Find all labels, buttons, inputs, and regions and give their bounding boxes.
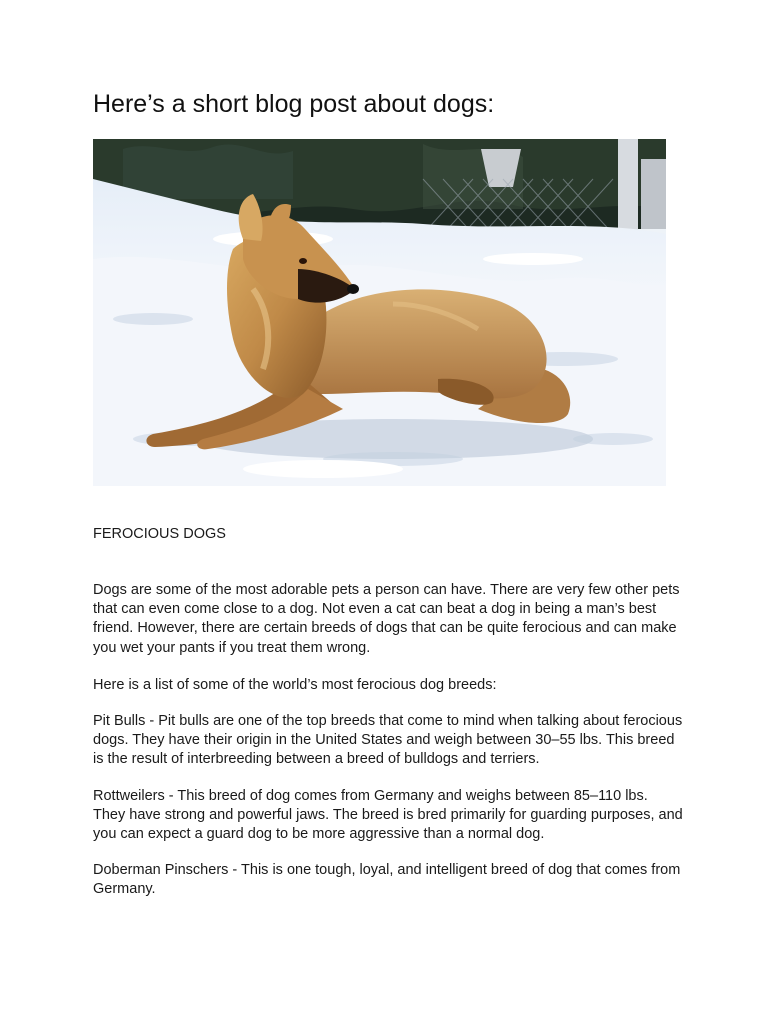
section-heading: FEROCIOUS DOGS xyxy=(93,526,226,542)
pit-bulls-paragraph: Pit Bulls - Pit bulls are one of the top breeds that come to mind when talking about ferocious dogs. They have their origin in the United States and weigh between 30–55 lbs. This breed is the result of interbreeding between a breed of bulldogs and terriers. xyxy=(93,713,683,768)
dog-in-snow-photo xyxy=(93,139,666,486)
doberman-paragraph: Doberman Pinschers - This is one tough, loyal, and intelligent breed of dog that comes from Germany. xyxy=(93,862,681,898)
list-intro-paragraph: Here is a list of some of the world’s most ferocious dog breeds: xyxy=(93,677,497,693)
rottweilers-paragraph: Rottweilers - This breed of dog comes from Germany and weighs between 85–110 lbs. They have strong and powerful jaws. The breed is bred primarily for guarding purposes, and you can expect a guard dog to be more aggressive than a normal dog. xyxy=(93,788,683,843)
photo-illustration xyxy=(93,139,666,486)
page-title: Here’s a short blog post about dogs: xyxy=(93,90,495,118)
intro-paragraph: Dogs are some of the most adorable pets a person can have. There are very few other pets that can even come close to a dog. Not even a cat can beat a dog in being a man’s best friend. However, there are certain breeds of dogs that can be quite ferocious and can make you wet your pants if you treat them wrong. xyxy=(93,582,680,656)
